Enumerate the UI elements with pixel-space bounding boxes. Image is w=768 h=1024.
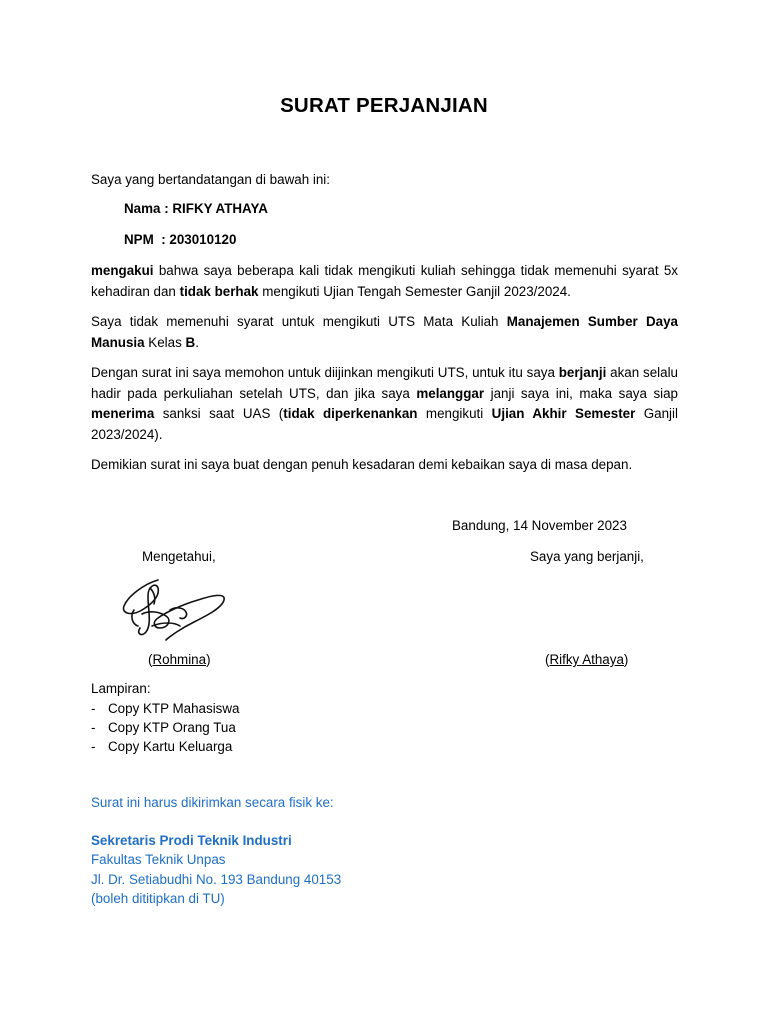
paren-close: ) [623,652,629,667]
delivery-note: Surat ini harus dikirimkan secara fisik ke: [91,795,334,810]
left-signatory-name: Rohmina [152,652,207,667]
bold-uas: Ujian Akhir Semester [491,406,636,421]
npm-value: 203010120 [169,232,237,247]
right-sign-heading: Saya yang berjanji, [530,549,644,564]
bold-tidak-diperkenankan: tidak diperkenankan [283,406,418,421]
paragraph-closing: Demikian surat ini saya buat dengan penuh kesadaran demi kebaikan saya di masa depan. [91,457,633,472]
paragraph-promise [91,363,678,445]
bold-melanggar: melanggar [416,385,485,401]
list-dash: - [91,720,96,735]
bold-mengakui: mengakui [91,263,154,278]
text-segment: bahwa saya beberapa kali tidak mengikuti kuliah sehingga tidak memenuhi syarat 5x kehadiran dan [91,263,678,299]
bold-berjanji: berjanji [558,365,607,380]
attachment-text: Copy KTP Orang Tua [108,720,236,735]
text-segment: Dengan surat ini saya memohon untuk diijinkan mengikuti UTS, untuk itu saya [91,365,559,380]
recipient-address: Jl. Dr. Setiabudhi No. 193 Bandung 40153 [91,872,342,887]
letter-title: SURAT PERJANJIAN [280,94,488,117]
paren-close: ) [206,652,211,667]
npm-line [124,230,236,250]
attachment-item [91,737,232,757]
attachment-item [91,699,239,719]
recipient-name: Sekretaris Prodi Teknik Industri [91,833,292,848]
name-label: Nama : [124,201,173,216]
bold-menerima: menerima [91,406,155,421]
list-dash: - [91,739,96,754]
npm-label: NPM : [124,232,170,247]
bold-class: B [185,334,196,350]
text-segment: sanksi saat UAS ( [154,406,284,421]
text-segment: mengikuti Ujian Tengah Semester Ganjil 2023/2024. [258,283,571,299]
text-segment: . [195,334,199,350]
name-value: RIFKY ATHAYA [172,201,268,216]
handwritten-signature [114,566,234,650]
name-line [124,199,268,219]
paragraph-acknowledgement [91,261,678,302]
list-dash: - [91,701,96,716]
attachment-text: Copy Kartu Keluarga [108,739,233,754]
attachment-text: Copy KTP Mahasiswa [108,701,240,716]
recipient-faculty: Fakultas Teknik Unpas [91,852,226,867]
paragraph-course [91,312,678,353]
intro-line: Saya yang bertandatangan di bawah ini: [91,172,330,187]
attachment-item [91,718,236,738]
text-segment: Saya tidak memenuhi syarat untuk mengikuti UTS Mata Kuliah [91,314,507,329]
bold-course-name: Manajemen Sumber Daya Manusia [91,314,678,350]
bold-tidak-berhak: tidak berhak [179,283,259,299]
recipient-remark: (boleh dititipkan di TU) [91,891,225,906]
right-signatory [545,650,628,670]
text-segment: Kelas [144,334,186,350]
right-signatory-name: Rifky Athaya [549,652,624,667]
text-segment: janji saya ini, maka saya siap [484,385,679,401]
left-signatory [148,650,211,670]
paren-open: ( [545,652,550,667]
text-segment: mengikuti [417,406,492,421]
attachments-label: Lampiran: [91,681,151,696]
text-segment: Ganjil 2023/2024). [91,406,678,442]
text-segment: akan selalu hadir pada perkuliahan setelah UTS, dan jika saya [91,365,678,401]
paren-open: ( [148,652,153,667]
left-sign-heading: Mengetahui, [142,549,216,564]
place-date: Bandung, 14 November 2023 [452,518,627,533]
